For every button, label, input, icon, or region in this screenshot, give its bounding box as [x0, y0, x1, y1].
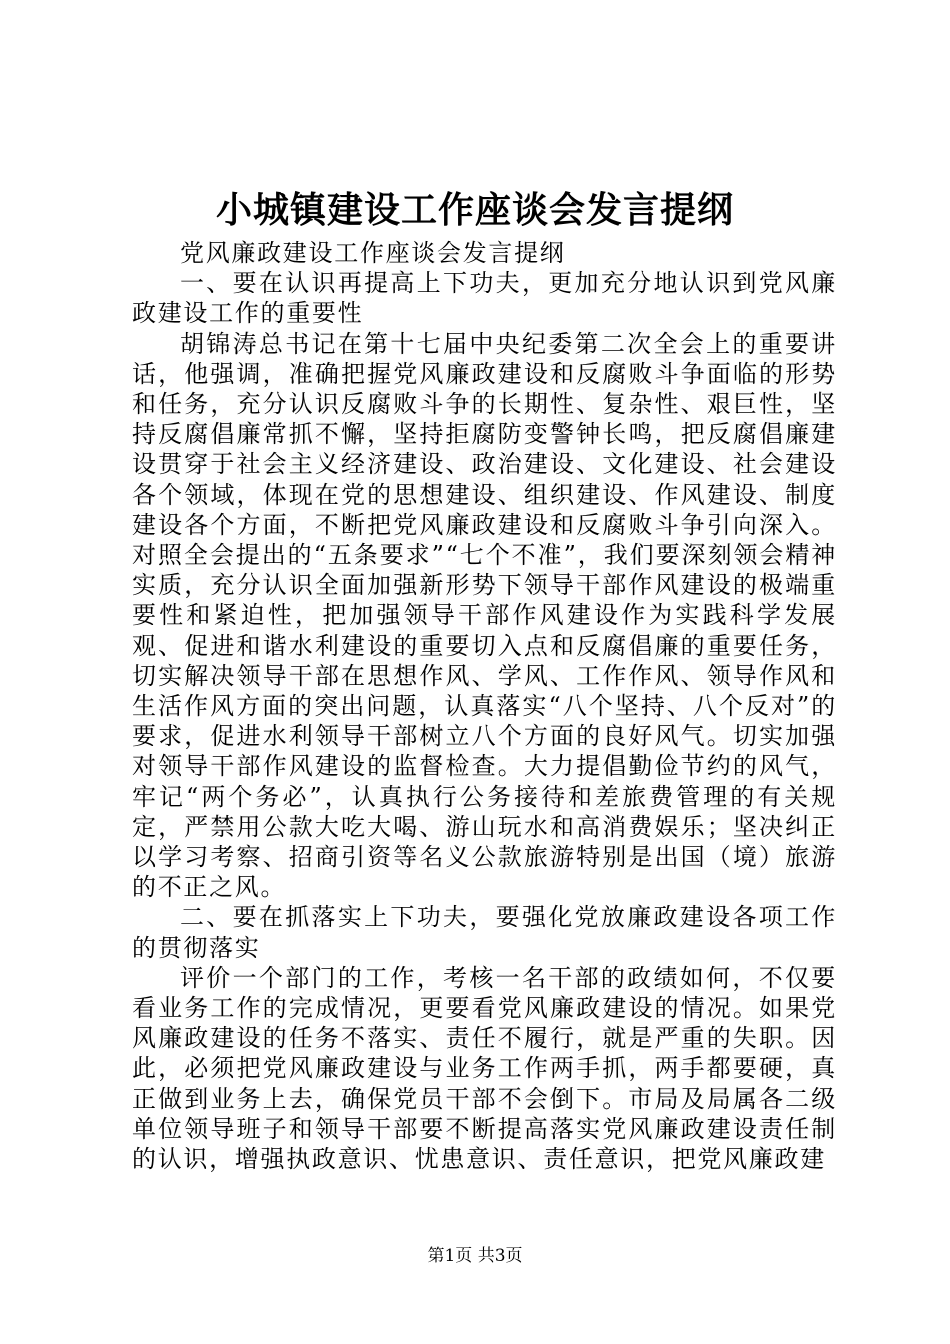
paragraph-subtitle: 党风廉政建设工作座谈会发言提纲 [180, 239, 566, 267]
document-body [132, 238, 837, 1174]
paragraph-section-2-heading: 二、要在抓落实上下功夫，要强化党放廉政建设各项工作的贯彻落实 [132, 903, 837, 962]
paragraph-section-2-body: 评价一个部门的工作，考核一名干部的政绩如何，不仅要看业务工作的完成情况，更要看党风廉政建设的情况。如果党风廉政建设的任务不落实、责任不履行，就是严重的失职。因此，必须把党风廉政建设与业务工作两手抓，两手都要硬，真正做到业务上去，确保党员干部不会倒下。市局及局属各二级单位领导班子和领导干部要不断提高落实党风廉政建设责任制的认识，增强执政意识、忧患意识、责任意识，把党风廉政建 [132, 963, 837, 1174]
page-number-footer: 第1页 共3页 [427, 1246, 523, 1266]
document-title: 小城镇建设工作座谈会发言提纲 [215, 189, 734, 231]
paragraph-section-1-heading: 一、要在认识再提高上下功夫，更加充分地认识到党风廉政建设工作的重要性 [132, 269, 837, 328]
paragraph-section-1-body: 胡锦涛总书记在第十七届中央纪委第二次全会上的重要讲话，他强调，准确把握党风廉政建设和反腐败斗争面临的形势和任务，充分认识反腐败斗争的长期性、复杂性、艰巨性，坚持反腐倡廉常抓不懈，坚持拒腐防变警钟长鸣，把反腐倡廉建设贯穿于社会主义经济建设、政治建设、文化建设、社会建设各个领域，体现在党的思想建设、组织建设、作风建设、制度建设各个方面，不断把党风廉政建设和反腐败斗争引向深入。对照全会提出的“五条要求”“七个不准”，我们要深刻领会精神实质，充分认识全面加强新形势下领导干部作风建设的极端重要性和紧迫性，把加强领导干部作风建设作为实践科学发展观、促进和谐水利建设的重要切入点和反腐倡廉的重要任务，切实解决领导干部在思想作风、学风、工作作风、领导作风和生活作风方面的突出问题，认真落实“八个坚持、八个反对”的要求，促进水利领导干部树立八个方面的良好风气。切实加强对领导干部作风建设的监督检查。大力提倡勤俭节约的风气，牢记“两个务必”，认真执行公务接待和差旅费管理的有关规定，严禁用公款大吃大喝、游山玩水和高消费娱乐；坚决纠正以学习考察、招商引资等名义公款旅游特别是出国（境）旅游的不正之风。 [132, 329, 837, 902]
